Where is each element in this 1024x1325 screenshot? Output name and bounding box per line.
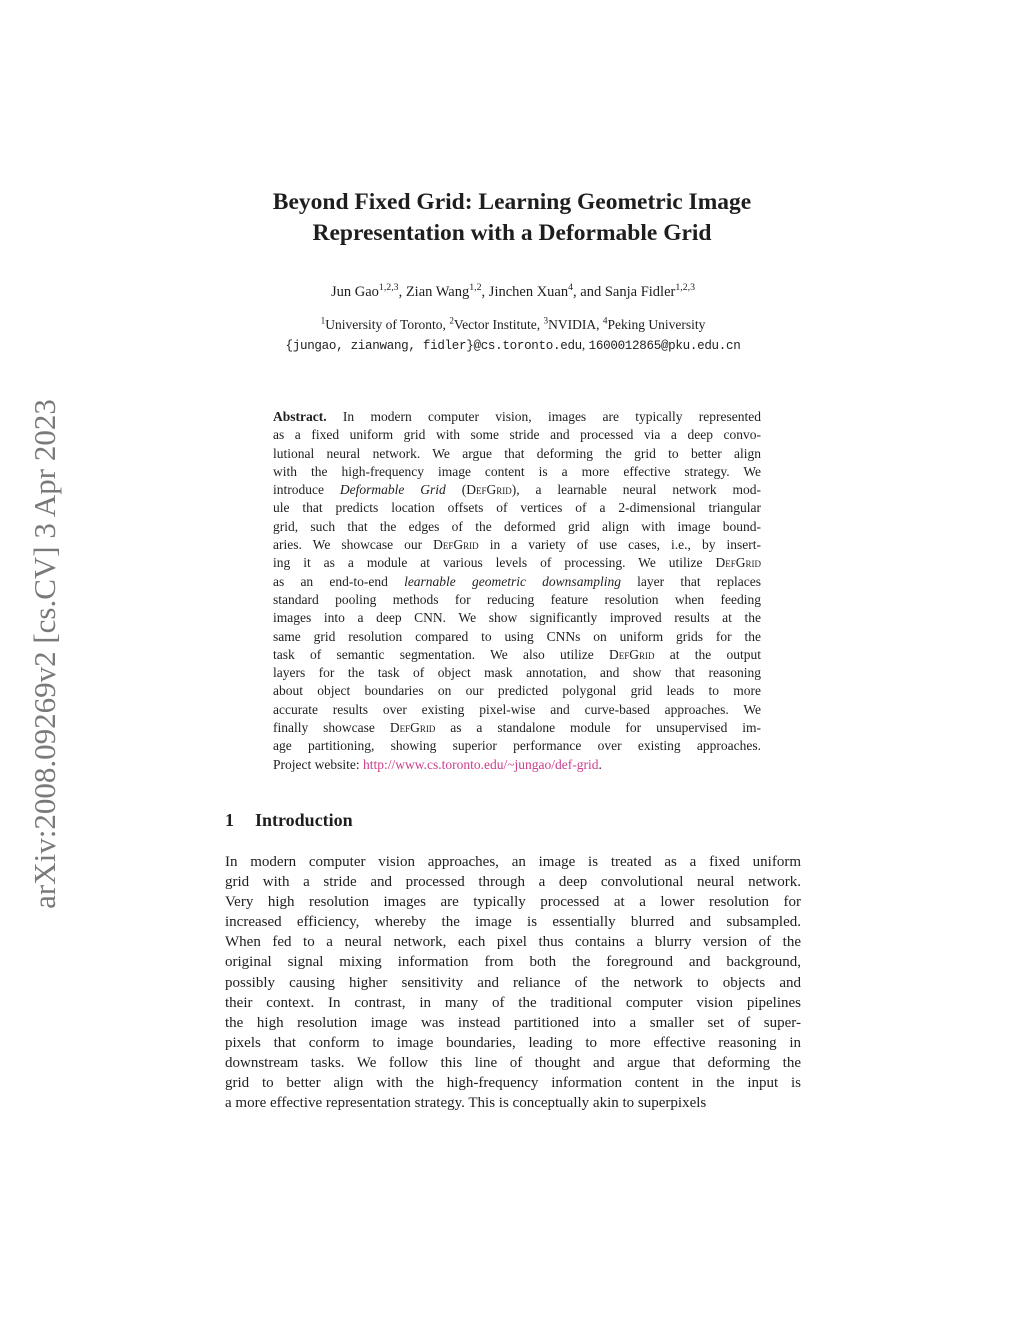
text-line: the high resolution image was instead partitioned into a smaller set of super- bbox=[225, 1014, 801, 1031]
text-line: possibly causing higher sensitivity and reliance of the network to objects and bbox=[225, 974, 801, 991]
text-line: finally showcase DefGrid as a standalone module for unsupervised im- bbox=[273, 720, 761, 736]
text-line: lutional neural network. We argue that deforming the grid to better align bbox=[273, 445, 761, 461]
section-title: Introduction bbox=[255, 810, 353, 830]
section-number: 1 bbox=[225, 810, 234, 830]
paper-title-line-1: Beyond Fixed Grid: Learning Geometric Image bbox=[272, 189, 752, 215]
text-line: pixels that conform to image boundaries, leading to more effective reasoning in bbox=[225, 1034, 801, 1051]
text-line: a more effective representation strategy. This is conceptually akin to superpixels bbox=[225, 1095, 707, 1112]
text-line: When fed to a neural network, each pixel thus contains a blurry version of the bbox=[225, 934, 801, 951]
text-line: aries. We showcase our DefGrid in a variety of use cases, i.e., by insert- bbox=[273, 537, 761, 553]
paper-title bbox=[0, 187, 1024, 249]
text-line: increased efficiency, whereby the image is essentially blurred and subsampled. bbox=[225, 914, 801, 931]
arxiv-watermark: arXiv:2008.09269v2 [cs.CV] 3 Apr 2023 bbox=[27, 399, 62, 909]
text-line: Project website: http://www.cs.toronto.edu/~jungao/def-grid. bbox=[273, 756, 602, 772]
introduction-paragraph bbox=[225, 852, 801, 1113]
text-line: original signal mixing information from both the foreground and background, bbox=[225, 954, 801, 971]
text-line: images into a deep CNN. We show significantly improved results at the bbox=[273, 610, 761, 626]
text-line: Very high resolution images are typically processed at a lower resolution for bbox=[225, 894, 801, 911]
text-line: as a fixed uniform grid with some stride and processed via a deep convo- bbox=[273, 427, 761, 443]
text-line: grid with a stride and processed through a deep convolutional neural network. bbox=[225, 874, 801, 891]
text-line: layers for the task of object mask annotation, and show that reasoning bbox=[273, 665, 761, 681]
text-line: task of semantic segmentation. We also utilize DefGrid at the output bbox=[273, 646, 761, 662]
text-line: about object boundaries on our predicted polygonal grid leads to more bbox=[273, 683, 761, 699]
text-line: age partitioning, showing superior performance over existing approaches. bbox=[273, 738, 761, 754]
text-line: with the high-frequency image content is a more effective strategy. We bbox=[273, 463, 761, 479]
abstract bbox=[273, 408, 761, 774]
text-line: their context. In contrast, in many of the traditional computer vision pipelines bbox=[225, 994, 801, 1011]
text-line: standard pooling methods for reducing feature resolution when feeding bbox=[273, 591, 761, 607]
text-line: Abstract. In modern computer vision, images are typically represented bbox=[273, 409, 761, 424]
text-line: grid to better align with the high-frequency information content in the input is bbox=[225, 1075, 801, 1092]
affiliations-line: $^1$University of Toronto, $^2$Vector Institute, $^3$NVIDIA, $^4$Peking University bbox=[320, 315, 706, 332]
text-line: same grid resolution compared to using CNNs on uniform grids for the bbox=[273, 628, 761, 644]
paper-title-line-2: Representation with a Deformable Grid bbox=[312, 220, 712, 246]
text-line: as an end-to-end learnable geometric downsampling layer that replaces bbox=[273, 573, 761, 589]
emails-line: {jungao, zianwang, fidler}@cs.toronto.edu, 1600012865@pku.edu.cn bbox=[285, 337, 741, 353]
project-website-link[interactable]: http://www.cs.toronto.edu/~jungao/def-grid bbox=[362, 756, 599, 772]
text-line: ule that predicts location offsets of vertices of a 2-dimensional triangular bbox=[273, 500, 761, 516]
text-line: ing it as a module at various levels of processing. We utilize DefGrid bbox=[273, 555, 761, 571]
text-line: accurate results over existing pixel-wise and curve-based approaches. We bbox=[273, 701, 761, 717]
section-heading bbox=[225, 810, 353, 831]
text-line: In modern computer vision approaches, an image is treated as a fixed uniform bbox=[225, 854, 801, 870]
authors-line: Jun Gao$^{1,2,3}$, Zian Wang$^{1,2}$, Jinchen Xuan$^4$, and Sanja Fidler$^{1,2,3}$ bbox=[330, 282, 696, 300]
text-line: grid, such that the edges of the deformed grid align with image bound- bbox=[273, 518, 761, 534]
text-line: downstream tasks. We follow this line of thought and argue that deforming the bbox=[225, 1054, 801, 1071]
text-line: introduce Deformable Grid (DefGrid), a learnable neural network mod- bbox=[273, 482, 762, 498]
